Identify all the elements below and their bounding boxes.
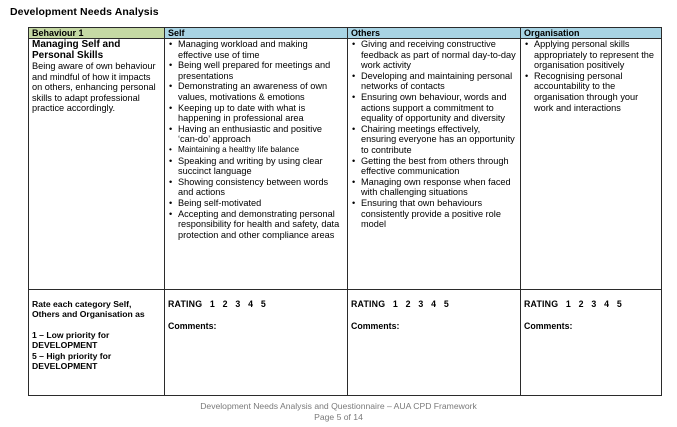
list-item: • Keeping up to date with what is happening in professional area [168,103,344,124]
rating-option-3[interactable]: 3 [418,299,424,309]
others-comments-label: Comments: [351,320,400,331]
analysis-table [28,27,662,396]
list-item: • Chairing meetings effectively, ensuring everyone has an opportunity to contribute [351,124,517,156]
behaviour-description: Being aware of own behaviour and mindful of how it impacts on others, enhancing personal skills to adapt professional practice accordingly. [32,61,156,114]
others-rating [351,299,517,310]
self-rating-cell [165,290,348,396]
behaviour-cell [29,39,165,290]
list-item: • Ensuring own behaviour, words and actions support a commitment to equality of opportunity and diversity [351,92,517,124]
rating-option-2[interactable]: 2 [578,299,584,309]
rating-option-1[interactable]: 1 [392,299,399,309]
list-item: • Giving and receiving constructive feedback as part of normal day-to-day work activity [351,39,517,71]
organisation-rating [524,299,658,310]
list-item: • Ensuring that own behaviours consistently provide a positive role model [351,198,517,230]
content-row [29,39,662,290]
list-item: • Being self-motivated [168,198,344,209]
rating-option-5[interactable]: 5 [443,299,450,309]
footer-page-number: Page 5 of 14 [314,411,363,422]
header-behaviour: Behaviour 1 [29,28,165,39]
rating-row [29,290,662,396]
rating-high-priority: 5 – High priority for DEVELOPMENT [32,350,112,372]
header-row [29,28,662,39]
rating-option-5[interactable]: 5 [616,299,623,309]
list-item: • Demonstrating an awareness of own values, motivations & emotions [168,81,344,102]
organisation-list [524,39,658,113]
footer-document-title: Development Needs Analysis and Questionnaire – AUA CPD Framework [200,401,477,411]
rating-option-4[interactable]: 4 [604,299,610,309]
list-item: • Applying personal skills appropriately to represent the organisation positively [524,39,658,71]
list-item: • Speaking and writing by using clear succinct language [168,156,344,177]
organisation-cell [521,39,662,290]
list-item: • Getting the best from others through effective communication [351,156,517,177]
rating-label: RATING [524,299,559,309]
rating-option-2[interactable]: 2 [222,299,228,309]
header-organisation: Organisation [521,28,662,39]
rating-option-3[interactable]: 3 [591,299,597,309]
others-list [351,39,517,230]
organisation-rating-cell [521,290,662,396]
rating-label: RATING [168,299,203,309]
rating-instructions-line: Rate each category Self, Others and Organisation as [32,299,145,320]
list-item: • Managing workload and making effective use of time [168,39,344,60]
list-item: • Being well prepared for meetings and presentations [168,60,344,81]
others-cell [348,39,521,290]
others-rating-cell [348,290,521,396]
list-item: • Accepting and demonstrating personal responsibility for health and safety, data protection and other compliance areas [168,209,344,241]
rating-option-2[interactable]: 2 [405,299,411,309]
rating-option-3[interactable]: 3 [235,299,241,309]
rating-option-1[interactable]: 1 [209,299,216,309]
rating-option-5[interactable]: 5 [260,299,267,309]
self-comments-label: Comments: [168,320,217,331]
rating-label: RATING [351,299,386,309]
header-self: Self [165,28,348,39]
rating-low-priority: 1 – Low priority for DEVELOPMENT [32,329,110,351]
header-others: Others [348,28,521,39]
rating-instructions-cell [29,290,165,396]
list-item: • Managing own response when faced with challenging situations [351,177,517,198]
organisation-comments-label: Comments: [524,320,573,331]
page-title: Development Needs Analysis [10,6,159,18]
rating-option-4[interactable]: 4 [431,299,437,309]
list-item: • Having an enthusiastic and positive ‘can-do’ approach [168,124,344,145]
rating-option-4[interactable]: 4 [248,299,254,309]
behaviour-title: Managing Self and Personal Skills [32,39,121,61]
page-footer [0,401,677,422]
self-cell [165,39,348,290]
list-item: • Developing and maintaining personal networks of contacts [351,71,517,92]
rating-option-1[interactable]: 1 [565,299,572,309]
list-item: • Recognising personal accountability to the organisation through your work and interactions [524,71,658,113]
list-item: • Showing consistency between words and actions [168,177,344,198]
list-item: • Maintaining a healthy life balance [168,145,344,156]
self-list [168,39,344,240]
self-rating [168,299,344,310]
